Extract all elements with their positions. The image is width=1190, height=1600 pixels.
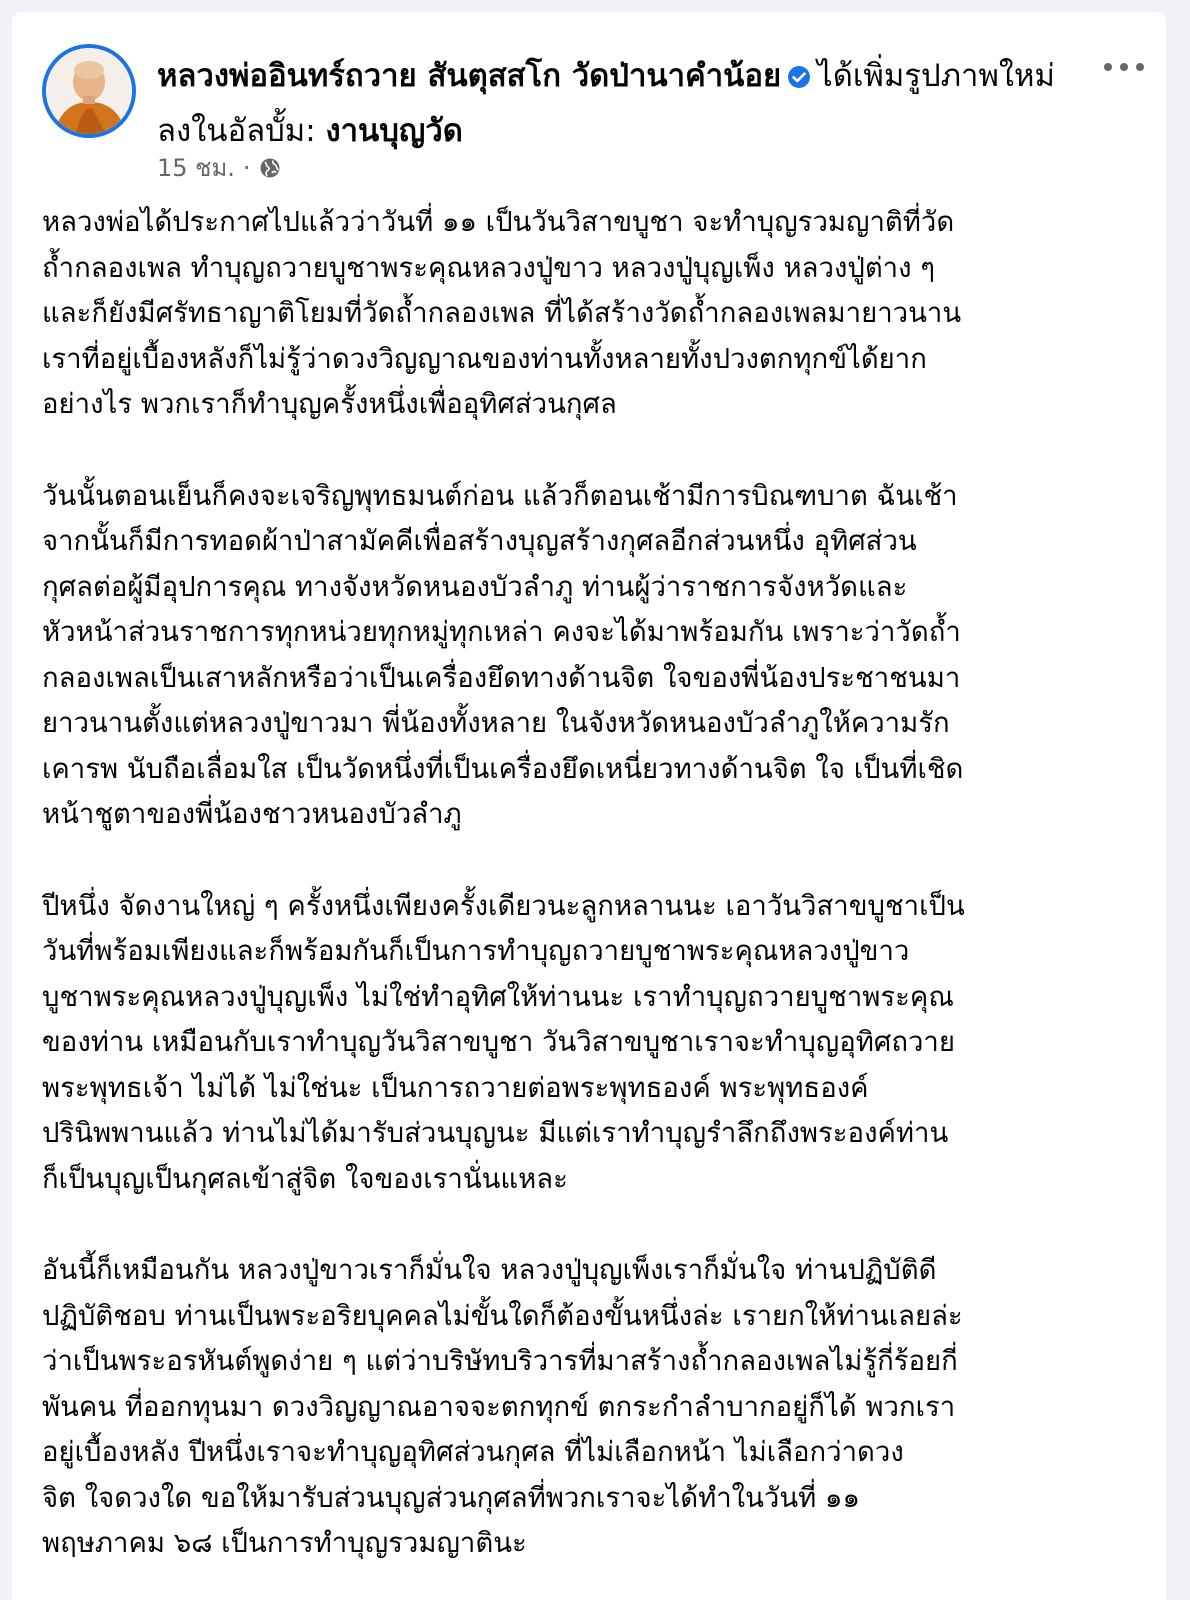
text-line: ปฏิบัติชอบ ท่านเป็นพระอริยบุคคลไม่ขั้นใดก็ต้องขั้นหนึ่งล่ะ เรายกให้ท่านเลยล่ะ	[42, 1299, 963, 1332]
globe-icon[interactable]	[259, 157, 281, 179]
text-line: และก็ยังมีศรัทธาญาติโยมที่วัดถ้ำกลองเพล ที่ได้สร้างวัดถ้ำกลองเพลมายาวนาน	[42, 297, 962, 329]
text-line: วันนั้นตอนเย็นก็คงจะเจริญพุทธมนต์ก่อน แล้วก็ตอนเช้ามีการบิณฑบาต ฉันเช้า	[42, 479, 958, 512]
paragraph-3	[42, 884, 1137, 1203]
post-timestamp[interactable]: 15 ชม.	[157, 154, 235, 182]
text-line: พระพุทธเจ้า ไม่ได้ ไม่ใช่นะ เป็นการถวายต่อพระพุทธองค์ พระพุทธองค์	[42, 1071, 869, 1104]
text-line: วันที่พร้อมเพียงและก็พร้อมกันก็เป็นการทำบุญถวายบูชาพระคุณหลวงปู่ขาว	[42, 935, 910, 967]
text-line: หน้าชูตาของพี่น้องชาวหนองบัวลำภู	[42, 798, 462, 830]
text-line: หลวงพ่อได้ประกาศไปแล้วว่าวันที่ ๑๑ เป็นวันวิสาขบูชา จะทำบุญรวมญาติที่วัด	[42, 206, 955, 238]
text-line: บูชาพระคุณหลวงปู่บุญเพ็ง ไม่ใช่ทำอุทิศให้ท่านนะ เราทำบุญถวายบูชาพระคุณ	[42, 980, 954, 1013]
text-line: จิต ใจดวงใด ขอให้มารับส่วนบุญส่วนกุศลที่พวกเราจะได้ทำในวันที่ ๑๑	[42, 1481, 860, 1514]
text-line: ว่าเป็นพระอรหันต์พูดง่าย ๆ แต่ว่าบริษัทบริวารที่มาสร้างถ้ำกลองเพลไม่รู้กี่ร้อยกี่	[42, 1345, 958, 1377]
post-body	[42, 200, 1137, 1600]
post-meta	[157, 148, 281, 187]
text-line: อย่างไร พวกเราก็ทำบุญครั้งหนึ่งเพื่ออุทิศส่วนกุศล	[42, 388, 617, 420]
post-card	[12, 12, 1166, 1600]
more-options-icon[interactable]	[1104, 52, 1144, 82]
text-line: อันนี้ก็เหมือนกัน หลวงปู่ขาวเราก็มั่นใจ หลวงปู่บุญเพ็งเราก็มั่นใจ ท่านปฏิบัติดี	[42, 1254, 937, 1286]
text-line: เคารพ นับถือเลื่อมใส เป็นวัดหนึ่งที่เป็นเครื่องยึดเหนี่ยวทางด้านจิต ใจ เป็นที่เชิด	[42, 752, 964, 785]
text-line: จากนั้นก็มีการทอดผ้าป่าสามัคคีเพื่อสร้างบุญสร้างกุศลอีกส่วนหนึ่ง อุทิศส่วน	[42, 525, 917, 557]
text-line: กุศลต่อผู้มีอุปการคุณ ทางจังหวัดหนองบัวลำภู ท่านผู้ว่าราชการจังหวัดและ	[42, 570, 908, 603]
text-line: ปีหนึ่ง จัดงานใหญ่ ๆ ครั้งหนึ่งเพียงครั้งเดียวนะลูกหลานนะ เอาวันวิสาขบูชาเป็น	[42, 889, 965, 922]
post-header	[12, 12, 1166, 190]
more-dot	[1120, 63, 1128, 71]
text-line: ของท่าน เหมือนกับเราทำบุญวันวิสาขบูชา วันวิสาขบูชาเราจะทำบุญอุทิศถวาย	[42, 1026, 955, 1058]
avatar[interactable]	[42, 44, 136, 138]
text-line: ถ้ำกลองเพล ทำบุญถวายบูชาพระคุณหลวงปู่ขาว หลวงปู่บุญเพ็ง หลวงปู่ต่าง ๆ	[42, 251, 936, 284]
paragraph-2	[42, 474, 1137, 838]
paragraph-1	[42, 200, 1137, 428]
text-line: พฤษภาคม ๖๘ เป็นการทำบุญรวมญาตินะ	[42, 1527, 527, 1559]
more-dot	[1104, 63, 1112, 71]
text-line: ปรินิพพานแล้ว ท่านไม่ได้มารับส่วนบุญนะ มีแต่เราทำบุญรำลึกถึงพระองค์ท่าน	[42, 1117, 949, 1149]
author-name[interactable]: หลวงพ่ออินทร์ถวาย สันตุสสโก วัดป่านาคำน้อย	[157, 58, 782, 94]
post-headline	[157, 50, 1087, 157]
text-line: กลองเพลเป็นเสาหลักหรือว่าเป็นเครื่องยึดทางด้านจิต ใจของพี่น้องประชาชนมา	[42, 661, 961, 694]
text-line: ก็เป็นบุญเป็นกุศลเข้าสู่จิต ใจของเรานั่นแหละ	[42, 1162, 568, 1195]
avatar-image	[46, 48, 132, 134]
text-line: ยาวนานตั้งแต่หลวงปู่ขาวมา พี่น้องทั้งหลาย ในจังหวัดหนองบัวลำภูให้ความรัก	[42, 707, 950, 739]
action-text: ได้เพิ่มรูปภาพใหม่ลงในอัลบั้ม:	[157, 58, 1055, 149]
text-line: พันคน ที่ออกทุนมา ดวงวิญญาณอาจจะตกทุกข์ ตกระกำลำบากอยู่ก็ได้ พวกเรา	[42, 1390, 956, 1423]
text-line: หัวหน้าส่วนราชการทุกหน่วยทุกหมู่ทุกเหล่า คงจะได้มาพร้อมกัน เพราะว่าวัดถ้ำ	[42, 616, 961, 648]
meta-separator: ·	[242, 153, 251, 182]
paragraph-4	[42, 1248, 1137, 1567]
verified-badge-icon	[787, 53, 811, 105]
album-link[interactable]: งานบุญวัด	[325, 113, 463, 149]
text-line: อยู่เบื้องหลัง ปีหนึ่งเราจะทำบุญอุทิศส่วนกุศล ที่ไม่เลือกหน้า ไม่เลือกว่าดวง	[42, 1436, 904, 1468]
more-dot	[1136, 63, 1144, 71]
text-line: เราที่อยู่เบื้องหลังก็ไม่รู้ว่าดวงวิญญาณของท่านทั้งหลายทั้งปวงตกทุกข์ได้ยาก	[42, 342, 927, 375]
